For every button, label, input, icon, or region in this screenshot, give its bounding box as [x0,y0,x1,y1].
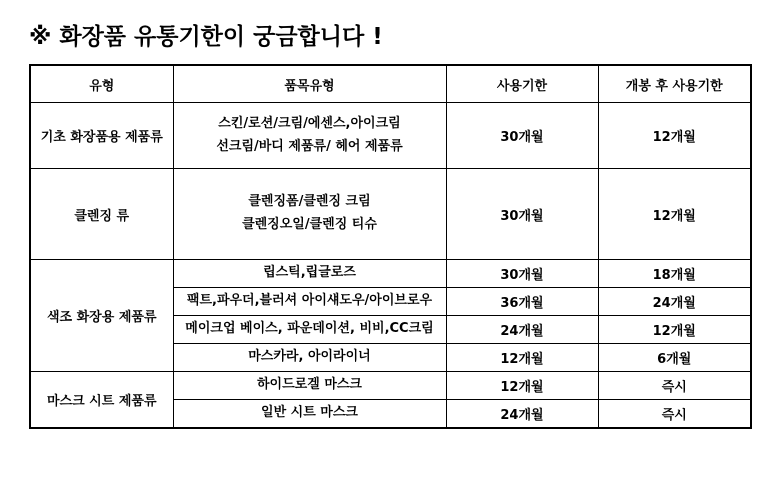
use-period-cell: 30개월 [446,260,598,288]
item-type-cell: 마스카라, 아이라이너 [173,344,446,372]
category-cell: 색조 화장용 제품류 [30,260,173,372]
table-body [30,103,751,429]
table-header-row [30,65,751,103]
item-type-cell [173,169,446,260]
open-period-cell: 12개월 [598,169,751,260]
table-row [30,260,751,288]
open-period-cell: 즉시 [598,400,751,429]
cosmetics-expiry-table-wrapper [29,64,750,429]
category-cell: 클렌징 류 [30,169,173,260]
column-header-item-type: 품목유형 [173,65,446,103]
table-row [30,372,751,400]
open-period-cell: 즉시 [598,372,751,400]
open-period-cell: 18개월 [598,260,751,288]
open-period-cell: 12개월 [598,103,751,169]
item-type-cell: 하이드로겔 마스크 [173,372,446,400]
open-period-cell: 6개월 [598,344,751,372]
open-period-cell: 24개월 [598,288,751,316]
column-header-type: 유형 [30,65,173,103]
table-row [30,103,751,169]
table-header [30,65,751,103]
category-cell: 마스크 시트 제품류 [30,372,173,429]
page-title: ※ 화장품 유통기한이 궁금합니다 ! [29,24,383,50]
item-line: 선크림/바디 제품류/ 헤어 제품류 [216,138,403,154]
use-period-cell: 24개월 [446,316,598,344]
use-period-cell: 30개월 [446,169,598,260]
item-line: 스킨/로션/크림/에센스,아이크림 [218,115,401,131]
use-period-cell: 30개월 [446,103,598,169]
open-period-cell: 12개월 [598,316,751,344]
column-header-use-period: 사용기한 [446,65,598,103]
item-line: 클렌징폼/클렌징 크림 [248,194,371,210]
category-cell: 기초 화장품용 제품류 [30,103,173,169]
item-type-cell: 메이크업 베이스, 파운데이션, 비비,CC크림 [173,316,446,344]
item-line: 클렌징오일/클렌징 티슈 [242,217,377,232]
column-header-open-period: 개봉 후 사용기한 [598,65,751,103]
item-type-cell [173,103,446,169]
use-period-cell: 36개월 [446,288,598,316]
cosmetics-expiry-table [29,64,752,429]
item-type-cell: 일반 시트 마스크 [173,400,446,429]
use-period-cell: 24개월 [446,400,598,429]
table-row [30,169,751,260]
item-type-cell: 팩트,파우더,블러셔 아이섀도우/아이브로우 [173,288,446,316]
use-period-cell: 12개월 [446,372,598,400]
item-type-cell: 립스틱,립글로즈 [173,260,446,288]
use-period-cell: 12개월 [446,344,598,372]
